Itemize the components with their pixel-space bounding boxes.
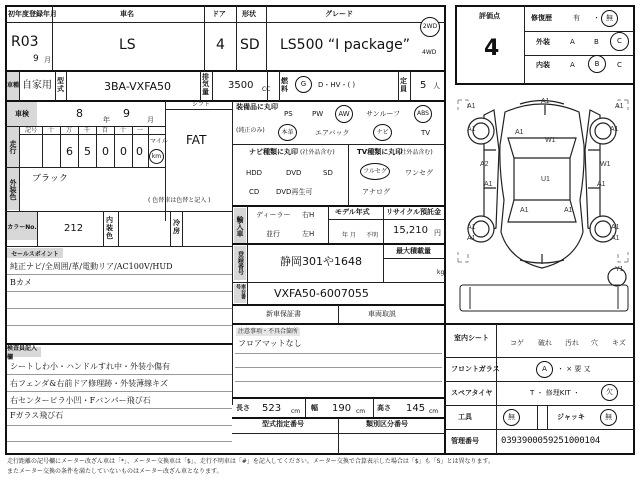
doc-warranty: 新車保証書 [266,310,301,318]
damage-mark: A2 [480,161,489,168]
footer-note: 走行距離の記号欄にメーター改ざん車は「*」、メーター交換車は「$」、走行不明車は「#」を記入してください。メーター交換で合算表示した場合は「$」も「S」とは異なります。 [7,458,494,465]
inspection-label: 車検 [7,102,37,126]
damage-mark: A1 [611,235,620,242]
reg-month-value: 9 [33,54,39,64]
nav-dvd: DVD [286,169,302,177]
length-label: 長さ [236,404,250,412]
damage-mark: Y1 [615,266,624,273]
equip-abs-circle: ABS [414,105,432,123]
spare-tire-missing-circle: 欠 [601,384,618,401]
repair-yes: 有 [573,14,580,22]
shift-value: FAT [186,133,207,147]
import-label: 輸入車 [234,208,246,244]
displacement-label: 排気量 [202,73,209,96]
damage-mark: U1 [541,176,550,183]
capacity-label: 定員 [400,77,407,93]
damage-mark: A1 [520,207,529,214]
sales-point-line: Bカメ [10,278,32,287]
drive-2wd-circle: 2WD [420,17,440,37]
recycle-yen: 円 [434,229,441,237]
tv-oneseg: ワンセグ [405,169,433,177]
grade-value: LS500 “I package” [280,37,411,53]
odo-head-sen: 千 [84,127,91,134]
tools-label: 工具 [458,413,472,421]
max-load-kg: kg [437,269,445,276]
doc-manual: 車両取説 [368,310,396,318]
month-unit: 月 [44,56,51,64]
odo-digit: 0 [102,145,109,158]
spare-tire-label: スペアタイヤ [451,389,493,397]
management-number: 0393900059251000104 [501,436,601,446]
odo-digit: 5 [84,145,91,158]
equipment-title: 装備品に丸印 [236,103,278,111]
sales-points-label: セールスポイント [7,248,63,258]
seat-tear: 破れ [538,339,552,347]
odo-digit: 6 [66,145,73,158]
exterior-c-circle: C [610,32,629,51]
length-value: 523 [262,403,282,414]
color-no-label: カラーNo. [7,212,37,240]
mile-unit: マイル [150,138,168,145]
import-left-hand: 左H [302,230,315,238]
height-label: 高さ [377,404,391,412]
model-value: 3BA-VXFA50 [104,80,172,93]
inspection-month-unit: 月 [147,116,154,124]
damage-mark: W1 [600,161,611,168]
damage-mark: W1 [545,137,556,144]
seat-scratch: キズ [612,339,626,347]
score-value: 4 [484,36,500,61]
seat-stain: 汚れ [565,339,579,347]
equip-navi-circle: ナビ [373,124,392,141]
inspector-line: Fガラス飛び石 [10,411,64,420]
damage-mark: A1 [597,181,606,188]
color-change-note: ( 色替車は色替と記入 ) [148,197,211,204]
fuel-label: 燃料 [281,77,288,93]
damage-mark: A1 [515,129,524,136]
color-label: 外装色 [7,168,19,210]
displacement-value: 3500 [228,80,254,91]
chassis-number: VXFA50-6007055 [274,287,369,300]
usage-value: 自家用 [22,80,52,91]
capacity-value: 5 [420,80,427,91]
front-glass-a-circle: A [536,361,553,378]
tv-fullseg-circle: フルセグ [360,163,390,180]
doors-value: 4 [216,37,225,53]
type-cert-label: 型式指定番号 [262,420,304,428]
flag-label: 冷房 [173,219,180,236]
odo-head-hyaku: 百 [102,127,109,134]
model-label: 型式 [57,77,64,93]
reg-year-value: R03 [11,34,39,50]
nav-dvd-play: DVD再生可 [276,188,313,196]
jack-label: ジャッキ [557,413,585,421]
odo-head-10man: 十 [48,127,55,134]
shape-value: SD [240,37,260,53]
width-cm: cm [356,408,366,415]
import-right-hand: 右H [302,211,315,219]
interior-opt-c: C [617,61,622,69]
inspector-line: 右フェンダ&右前ドア修理跡・外装薄線キズ [10,379,168,388]
inspection-month: 9 [123,107,130,120]
inspector-label: 検査員記入欄 [7,347,41,357]
exterior-label: 外装 [536,38,550,46]
shift-label: シフト [192,101,211,108]
interior-label: 内装 [536,61,550,69]
width-label: 幅 [311,404,318,412]
km-unit-circle: km [149,149,164,164]
inspection-year-unit: 年 [103,116,110,124]
usage-label: 車種 [7,72,19,100]
equip-tv: TV [421,129,431,137]
damage-mark: A1 [610,126,619,133]
grade-label: グレード [325,10,353,18]
management-label: 管理番号 [451,437,479,445]
color-no-value: 212 [64,223,84,234]
car-name-value: LS [119,37,136,53]
damage-mark: A1 [467,103,476,110]
shape-label: 形状 [242,10,256,18]
damage-mark: A1 [467,235,476,242]
import-parallel: 並行 [266,230,280,238]
seat-burn: コゲ [510,339,524,347]
doors-label: ドア [212,10,226,18]
chassis-label: 車台番号 [234,284,246,303]
tv-title: TV種類に丸印 [357,148,403,156]
odo-head-juu: 十 [120,127,127,134]
mileage-label: 走行 [7,127,19,167]
tv-note: (社外品含む) [398,149,433,156]
exterior-opt-a: A [570,38,575,46]
fuel-options: D・HV・( ) [318,81,356,89]
tools-none-circle: 無 [503,409,520,426]
width-value: 190 [332,403,352,414]
odo-head-symbol: 記号 [25,127,38,134]
damage-mark: A1 [615,103,624,110]
front-glass-options: ・ × 要 又 [557,365,591,373]
repair-label: 修復歴 [531,14,552,22]
recycle-amount: 15,210 [393,225,428,236]
damage-mark: A1 [611,224,620,231]
model-year-ym: 年 月 [342,232,356,239]
score-label: 評価点 [479,12,500,20]
footer-note: またメーター交換の条件を満たしていないものはメーター改ざん車となります。 [7,468,223,475]
equipment-subtitle: (純正のみ) [236,127,265,134]
damage-mark: A1 [541,98,550,105]
damage-mark: A1 [484,181,493,188]
import-dealer: ディーラー [256,211,291,219]
height-cm: cm [429,408,439,415]
equip-leather-circle: 本革 [278,124,297,141]
damage-mark: A1 [467,224,476,231]
inspector-line: シートしわ小・ハンドルすれ中・外装小傷有 [10,362,170,371]
reg-year-label: 初年度登録年月 [8,10,57,18]
color-value: ブラック [32,174,68,184]
seat-hole: 穴 [591,339,598,347]
registration-label: 登録番号 [234,246,246,280]
damage-mark: A1 [564,207,573,214]
inspector-line: 右センターピラ小凹・Fバンパー飛び石 [10,396,151,405]
interior-opt-a: A [570,61,575,69]
recycle-label: リサイクル預託金 [386,208,442,216]
fuel-g-circle: G [295,76,312,93]
odo-digit: 0 [136,145,143,158]
equip-sunroof: サンルーフ [366,110,401,118]
length-cm: cm [291,408,301,415]
class-label: 類別区分番号 [366,420,408,428]
front-glass-label: フロントガラス [451,365,500,373]
exterior-opt-b: B [594,38,599,46]
cc-unit: CC [262,86,271,93]
nav-title: ナビ種類に丸印 [249,148,298,156]
car-name-label: 車名 [120,10,134,18]
odo-head-man: 万 [66,127,73,134]
nav-cd: CD [249,188,260,196]
capacity-unit: 人 [433,82,440,90]
interior-color-label: 内装色 [106,216,113,241]
tv-analog: アナログ [362,188,390,196]
notes-label: 注意事項・不具合箇所 [238,328,299,335]
odo-digit: 0 [120,145,127,158]
equip-airbag: エアバック [315,129,350,137]
plate-number: 静岡301や1648 [280,255,362,268]
repair-no-circle: 無 [601,10,618,27]
model-year-unknown: 不明 [366,232,379,239]
model-year-label: モデル年式 [335,208,370,216]
damage-mark: A1 [467,126,476,133]
repair-sep: ・ [593,14,600,22]
seat-label: 室内シート [454,334,489,342]
nav-hdd: HDD [246,169,263,177]
nav-note: (社外品含む) [300,149,335,156]
spare-tire-options: T ・ 修理KIT ・ [530,389,580,397]
height-value: 145 [406,403,426,414]
notes-text: フロアマットなし [238,339,302,348]
max-load-label: 最大積載量 [396,247,431,255]
inspection-year: 8 [76,107,83,120]
interior-b-circle: B [588,55,606,73]
equip-ps: PS [284,110,293,118]
nav-sd: SD [323,169,333,177]
jack-none-circle: 無 [600,409,617,426]
drive-4wd: 4WD [422,49,437,56]
odo-head-ichi: 一 [137,127,144,134]
sales-point-line: 純正ナビ/全周囲/革/電動リア/AC100V/HUD [10,262,173,271]
equip-pw: PW [312,110,324,118]
equip-aw-circle: AW [335,105,353,123]
